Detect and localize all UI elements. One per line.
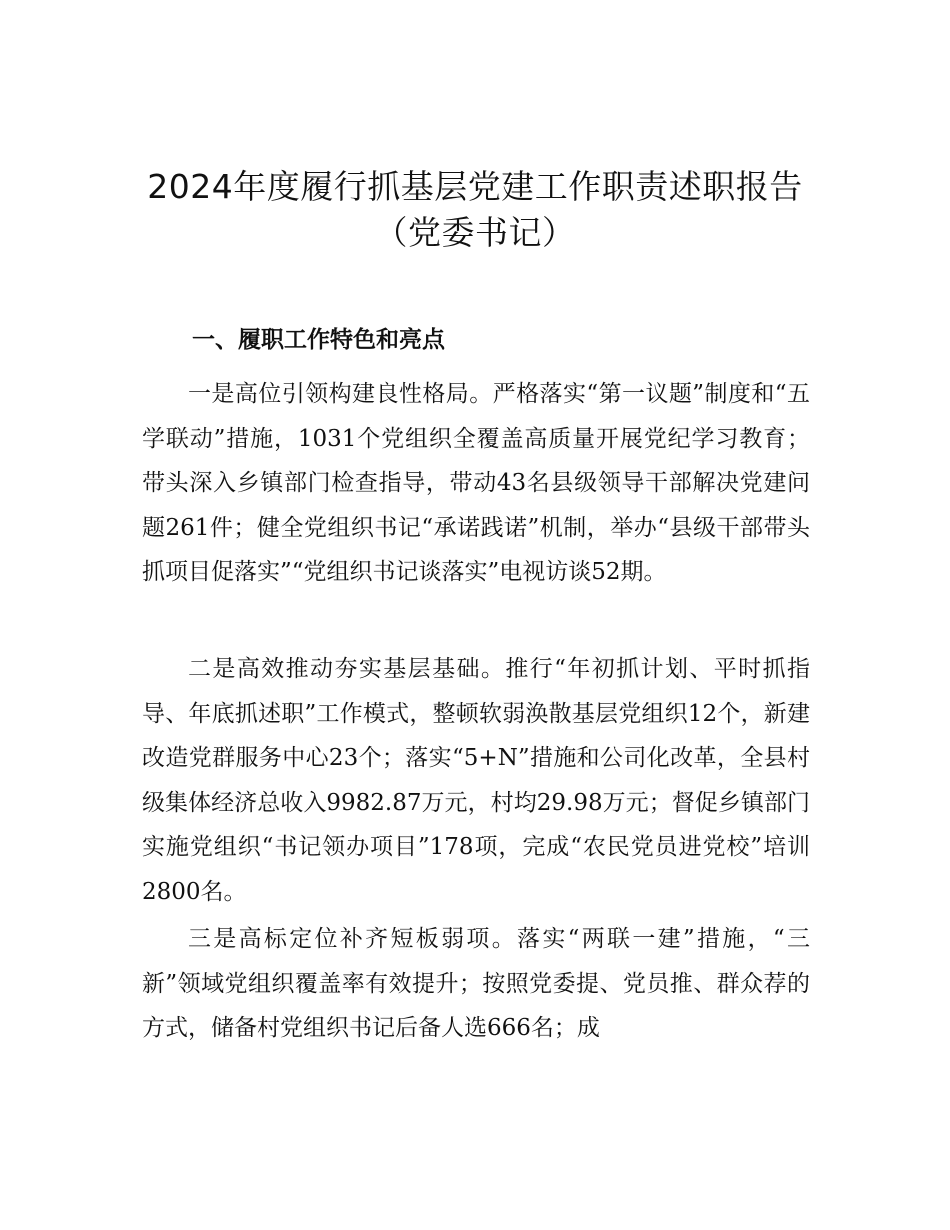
paragraph-3: 三是高标定位补齐短板弱项。落实“两联一建”措施，“三新”领域党组织覆盖率有效提升；按照党委提、党员推、群众荐的方式，储备村党组织书记后备人选666名；成 bbox=[142, 926, 810, 1042]
paragraph-1: 一是高位引领构建良性格局。严格落实“第一议题”制度和“五学联动”措施，1031个党组织全覆盖高质量开展党纪学习教育；带头深入乡镇部门检查指导，带动43名县级领导干部解决党建问题261件；健全党组织书记“承诺践诺”机制，举办“县级干部带头抓项目促落实”“党组织书记谈落实”电视访谈52期。 bbox=[142, 381, 810, 586]
section-heading: 一、履职工作特色和亮点 bbox=[192, 327, 445, 353]
document-subtitle: （党委书记） bbox=[374, 213, 576, 252]
document-title: 2024年度履行抓基层党建工作职责述职报告 bbox=[147, 167, 803, 206]
paragraph-2: 二是高效推动夯实基层基础。推行“年初抓计划、平时抓指导、年底抓述职”工作模式，整顿软弱涣散基层党组织12个，新建改造党群服务中心23个；落实“5+N”措施和公司化改革，全县村级集体经济总收入9982.87万元，村均29.98万元；督促乡镇部门实施党组织“书记领办项目”178项，完成“农民党员进党校”培训2800名。 bbox=[142, 656, 810, 905]
